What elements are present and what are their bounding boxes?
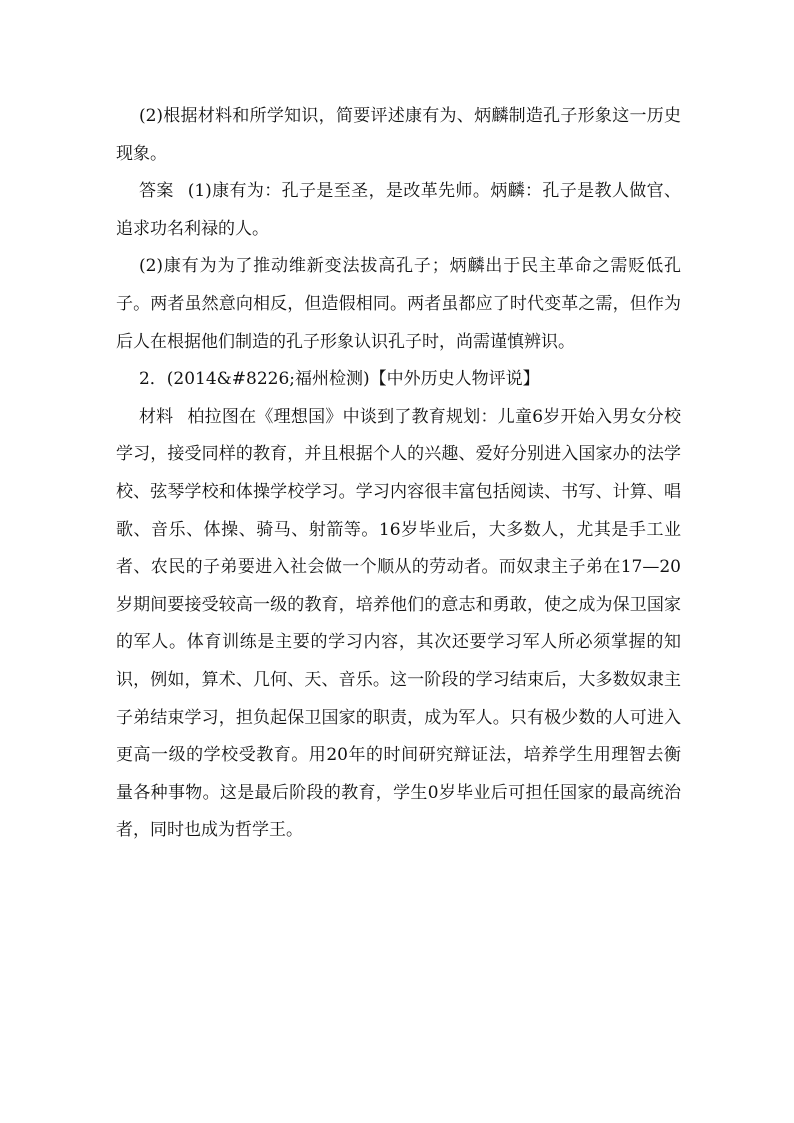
answer-part-1-text: (1)康有为：孔子是至圣，是改革先师。炳麟：孔子是教人做官、追求功名利禄的人。 [116,181,681,239]
answer-part-1 [116,173,681,248]
material-label: 材料 [138,406,174,427]
material-body [116,399,681,850]
material-body-text: 柏拉图在《理想国》中谈到了教育规划：儿童6岁开始入男女分校学习，接受同样的教育，并且根据个人的兴趣、爱好分别进入国家办的法学校、弦琴学校和体操学校学习。学习内容很丰富包括阅读、书写、计算、唱歌、音乐、体操、骑马、射箭等。16岁毕业后，大多数人，尤其是手工业者、农民的子弟要进入社会做一个顺从的劳动者。而奴隶主子弟在17—20岁期间要接受较高一级的教育，培养他们的意志和勇敢，使之成为保卫国家的军人。体育训练是主要的学习内容，其次还要学习军人所必须掌握的知识，例如，算术、几何、天、音乐。这一阶段的学习结束后，大多数奴隶主子弟结束学习，担负起保卫国家的职责，成为军人。只有极少数的人可进入更高一级的学校受教育。用20年的时间研究辩证法，培养学生用理智去衡量各种事物。这是最后阶段的教育，学生0岁毕业后可担任国家的最高统治者，同时也成为哲学王。 [116,406,681,841]
item-2-heading-text: 2．(2014&#8226;福州检测)【中外历史人物评说】 [138,369,540,390]
document-body [116,98,681,850]
answer-part-2-text: (2)康有为为了推动维新变法拔高孔子；炳麟出于民主革命之需贬低孔子。两者虽然意向相反，但造假相同。两者虽都应了时代变革之需，但作为后人在根据他们制造的孔子形象认识孔子时，尚需谨慎辨识。 [116,256,681,352]
answer-part-2 [116,248,681,361]
question-2-prompt [116,98,681,173]
question-2-prompt-text: (2)根据材料和所学知识，简要评述康有为、炳麟制造孔子形象这一历史现象。 [116,106,681,164]
item-2-heading [116,361,681,399]
answer-label: 答案 [138,181,174,202]
